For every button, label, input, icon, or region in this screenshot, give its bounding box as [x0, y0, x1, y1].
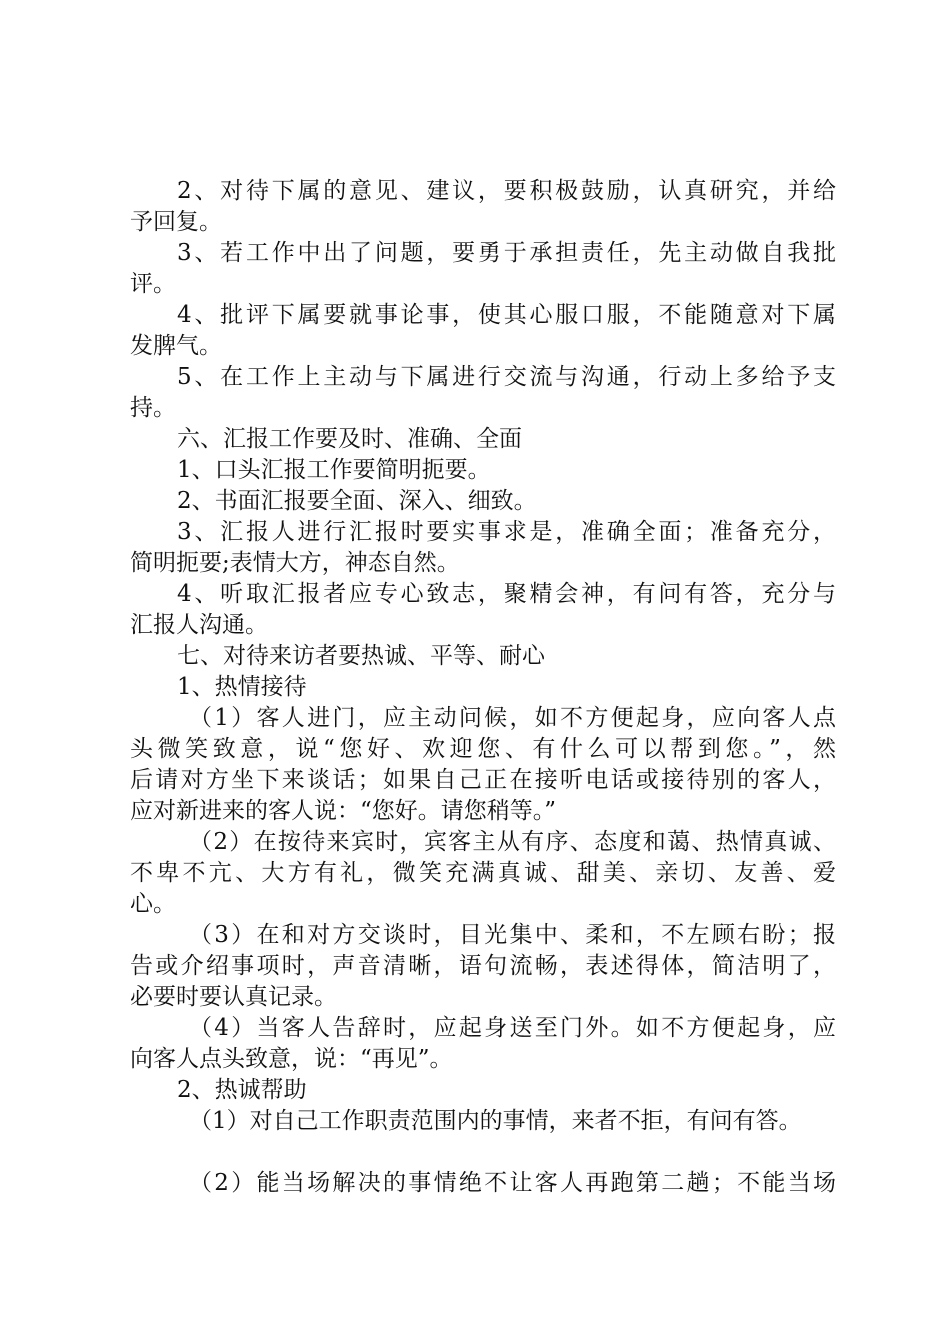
text-line: 必要时要认真记录。 [130, 984, 337, 1010]
text-line: （1）对自己工作职责范围内的事情，来者不拒，有问有答。 [189, 1108, 802, 1134]
section-heading: 六、汇报工作要及时、准确、全面 [177, 426, 522, 452]
text-line: 4、批评下属要就事论事，使其心服口服，不能随意对下属 [177, 302, 836, 328]
text-line: 不卑不亢、大方有礼，微笑充满真诚、甜美、亲切、友善、爱 [130, 860, 836, 886]
text-line: 2、对待下属的意见、建议，要积极鼓励，认真研究，并给 [177, 178, 836, 204]
text-line: 应对新进来的客人说：“您好。请您稍等。” [130, 798, 557, 824]
text-line: 1、口头汇报工作要简明扼要。 [177, 457, 491, 483]
text-line: 发脾气。 [130, 333, 222, 359]
text-line: 告或介绍事项时，声音清晰，语句流畅，表述得体，简洁明了， [130, 953, 836, 979]
text-line: 4、听取汇报者应专心致志，聚精会神，有问有答，充分与 [177, 581, 836, 607]
text-line: 后请对方坐下来谈话；如果自己正在接听电话或接待别的客人， [130, 767, 836, 793]
subsection-heading: 2、热诚帮助 [177, 1077, 307, 1103]
text-line: 5、在工作上主动与下属进行交流与沟通，行动上多给予支 [177, 364, 836, 390]
text-line: （2）在按待来宾时，宾客主从有序、态度和蔼、热情真诚、 [189, 829, 836, 855]
document-body [130, 176, 836, 1199]
text-line: 予回复。 [130, 209, 222, 235]
text-line: 简明扼要;表情大方，神态自然。 [130, 550, 460, 576]
text-line: 3、汇报人进行汇报时要实事求是，准确全面；准备充分， [177, 519, 836, 545]
section-heading: 七、对待来访者要热诚、平等、耐心 [177, 643, 545, 669]
text-line: 持。 [130, 395, 176, 421]
text-line: （4）当客人告辞时，应起身送至门外。如不方便起身，应 [189, 1015, 836, 1041]
text-line: 评。 [130, 271, 176, 297]
text-line: 向客人点头致意，说：“再见”。 [130, 1046, 453, 1072]
text-line: 3、若工作中出了问题，要勇于承担责任，先主动做自我批 [177, 240, 836, 266]
text-line: 心。 [130, 891, 176, 917]
text-line: （1）客人进门，应主动问候，如不方便起身，应向客人点 [189, 705, 836, 731]
text-line: 头微笑致意，说“您好、欢迎您、有什么可以帮到您。”，然 [130, 736, 836, 762]
text-line: （3）在和对方交谈时，目光集中、柔和，不左顾右盼；报 [189, 922, 836, 948]
text-line: （2）能当场解决的事情绝不让客人再跑第二趟；不能当场 [189, 1170, 836, 1196]
paragraph-gap [130, 1137, 836, 1168]
text-line: 汇报人沟通。 [130, 612, 268, 638]
text-line: 2、书面汇报要全面、深入、细致。 [177, 488, 537, 514]
subsection-heading: 1、热情接待 [177, 674, 307, 700]
